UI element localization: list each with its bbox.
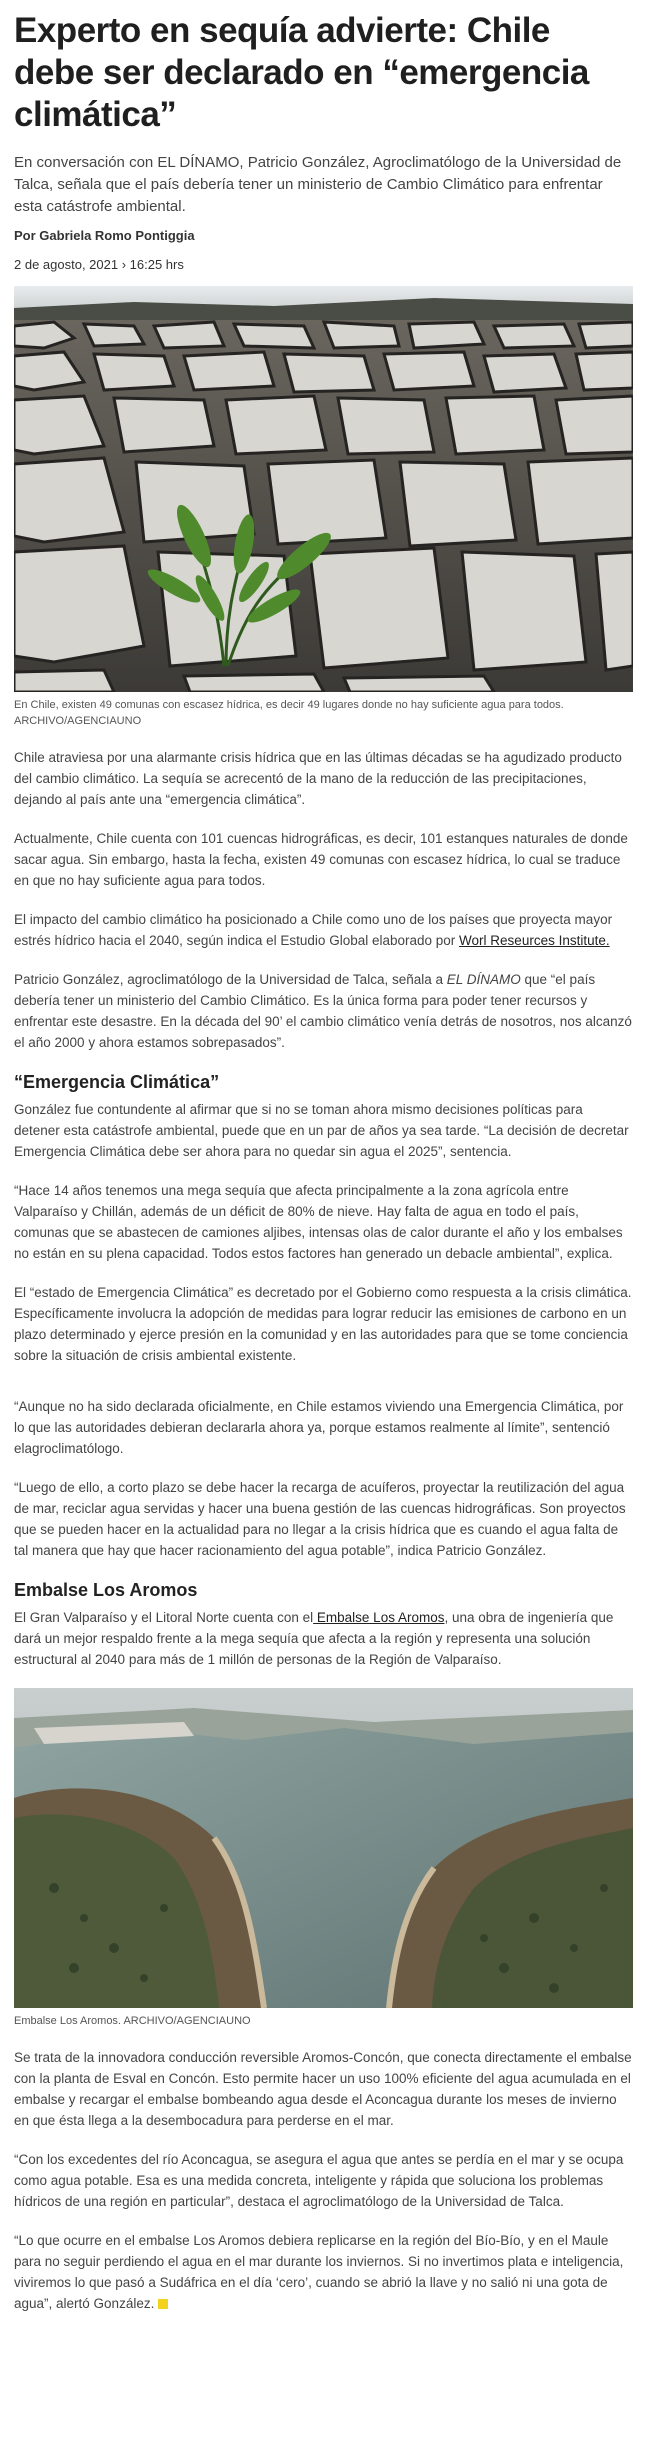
- paragraph: [14, 2230, 632, 2314]
- drought-image: [14, 286, 633, 692]
- end-of-article-mark: [158, 2299, 168, 2309]
- article-title: Experto en sequía advierte: Chile debe ser declarado en “emergencia climática”: [14, 11, 589, 134]
- subheading-emergencia: “Emergencia Climática”: [14, 1072, 220, 1092]
- embalse-image: [14, 1688, 633, 2008]
- embalse-link[interactable]: Embalse Los Aromos: [313, 1610, 445, 1625]
- paragraph-text: “Lo que ocurre en el embalse Los Aromos debiera replicarse en la región del Bío-Bío, y en el Maule para no seguir perdiendo el agua en el mar durante los inviernos. Si no invertimos plata e inteligencia, viviremos lo que pasó a Sudáfrica en el día ‘cero’, cuando se abrió la llave y no salió ni una gota de agua”, alertó González.: [14, 2233, 624, 2311]
- paragraph: “Luego de ello, a corto plazo se debe hacer la recarga de acuíferos, proyectar la reutilización del agua de mar, reciclar agua servidas y hacer una buena gestión de las cuencas hidrográficas. Son proyectos que se pueden hacer en la actualidad para no llegar a la crisis hídrica que es cuando el agua falta de tal manera que hay que hacer racionamiento del agua potable”, indica Patricio González.: [14, 1480, 626, 1558]
- article-author: Por Gabriela Romo Pontiggia: [14, 228, 195, 243]
- paragraph: Se trata de la innovadora conducción reversible Aromos-Concón, que conecta directamente el embalse con la planta de Esval en Concón. Esto permite hacer un uso 100% eficiente del agua acumulada en el embalse y recargar el embalse bombeando agua desde el Aconcagua durante los meses de invierno en que ésta llega a la desembocadura para perderse en el mar.: [14, 2050, 632, 2128]
- figure-embalse-caption: Embalse Los Aromos. ARCHIVO/AGENCIAUNO: [14, 2015, 251, 2027]
- paragraph: Actualmente, Chile cuenta con 101 cuencas hidrográficas, es decir, 101 estanques naturales de donde sacar agua. Sin embargo, hasta la fecha, existen 49 comunas con escasez hídrica, lo cual se traduce en que no hay suficiente agua para todos.: [14, 831, 628, 888]
- worl-resources-link[interactable]: Worl Reseurces Institute.: [459, 933, 610, 948]
- paragraph: “Con los excedentes del río Aconcagua, se asegura el agua que antes se perdía en el mar y se ocupa como agua potable. Esa es una medida concreta, inteligente y rápida que soluciona los problemas hídricos de una región en particular”, destaca el agroclimatólogo de la Universidad de Talca.: [14, 2152, 624, 2209]
- el-dinamo-emphasis: EL DÍNAMO: [446, 972, 521, 987]
- paragraph-text: que “el país debería tener un ministerio del Cambio Climático. Es la única forma para poder tener recursos y enfrentar este desastre. En la década del 90’ el cambio climático venía detrás de nosotros, nos alcanzó el año 2000 y ahora estamos sobrepasados”.: [14, 972, 632, 1050]
- subheading-embalse: Embalse Los Aromos: [14, 1580, 198, 1600]
- paragraph-text: Patricio González, agroclimatólogo de la Universidad de Talca, señala a: [14, 972, 447, 987]
- paragraph-text: El Gran Valparaíso y el Litoral Norte cuenta con el: [14, 1610, 314, 1625]
- paragraph: [14, 969, 632, 1053]
- paragraph: “Aunque no ha sido declarada oficialmente, en Chile estamos viviendo una Emergencia Climática, por lo que las autoridades debieran declararla ahora ya, porque estamos realmente al límite”, sentenció elagroclimatólogo.: [14, 1399, 624, 1456]
- paragraph-text: , una obra de ingeniería que dará un mejor respaldo frente a la mega sequía que afecta a la región y representa una solución estructural al 2040 para más de 1 millón de personas de la Región de Valparaíso.: [14, 1610, 614, 1667]
- paragraph: [14, 909, 632, 951]
- paragraph-text: El impacto del cambio climático ha posicionado a Chile como uno de los países que proyecta mayor estrés hídrico hacia el 2040, según indica el Estudio Global elaborado por: [14, 912, 613, 948]
- paragraph: González fue contundente al afirmar que si no se toman ahora mismo decisiones políticas para detener esta catástrofe ambiental, puede que en un par de años ya sea tarde. “La decisión de decretar Emergencia Climática debe ser ahora para no quedar sin agua el 2025”, sentencia.: [14, 1102, 629, 1159]
- paragraph: [14, 1607, 632, 1670]
- figure-drought: [14, 286, 632, 729]
- article-date: 2 de agosto, 2021 › 16:25 hrs: [14, 257, 184, 272]
- figure-embalse: [14, 1688, 632, 2029]
- figure-drought-caption: En Chile, existen 49 comunas con escasez hídrica, es decir 49 lugares donde no hay suficiente agua para todos. ARCHIVO/AGENCIAUNO: [14, 699, 564, 727]
- article-container: [0, 10, 646, 2314]
- paragraph: El “estado de Emergencia Climática” es decretado por el Gobierno como respuesta a la crisis climática. Específicamente involucra la adopción de medidas para lograr reducir las emisiones de carbono en un plazo determinado y ejerce presión en la comunidad y en las autoridades para que se tome conciencia sobre la situación de crisis ambiental existente.: [14, 1285, 632, 1363]
- paragraph: Chile atraviesa por una alarmante crisis hídrica que en las últimas décadas se ha agudizado producto del cambio climático. La sequía se acrecentó de la mano de la reducción de las precipitaciones, dejando al país ante una “emergencia climática”.: [14, 750, 622, 807]
- article-lead: En conversación con EL DÍNAMO, Patricio González, Agroclimatólogo de la Universidad de Talca, señala que el país debería tener un ministerio de Cambio Climático para enfrentar esta catástrofe ambiental.: [14, 154, 622, 215]
- paragraph: “Hace 14 años tenemos una mega sequía que afecta principalmente a la zona agrícola entre Valparaíso y Chillán, además de un déficit de 80% de nieve. Hay falta de agua en todo el país, comunas que se abastecen de camiones aljibes, intensas olas de calor durante el año y los embalses no están en su plena capacidad. Todos estos factores han generado un debacle ambiental”, explica.: [14, 1183, 623, 1261]
